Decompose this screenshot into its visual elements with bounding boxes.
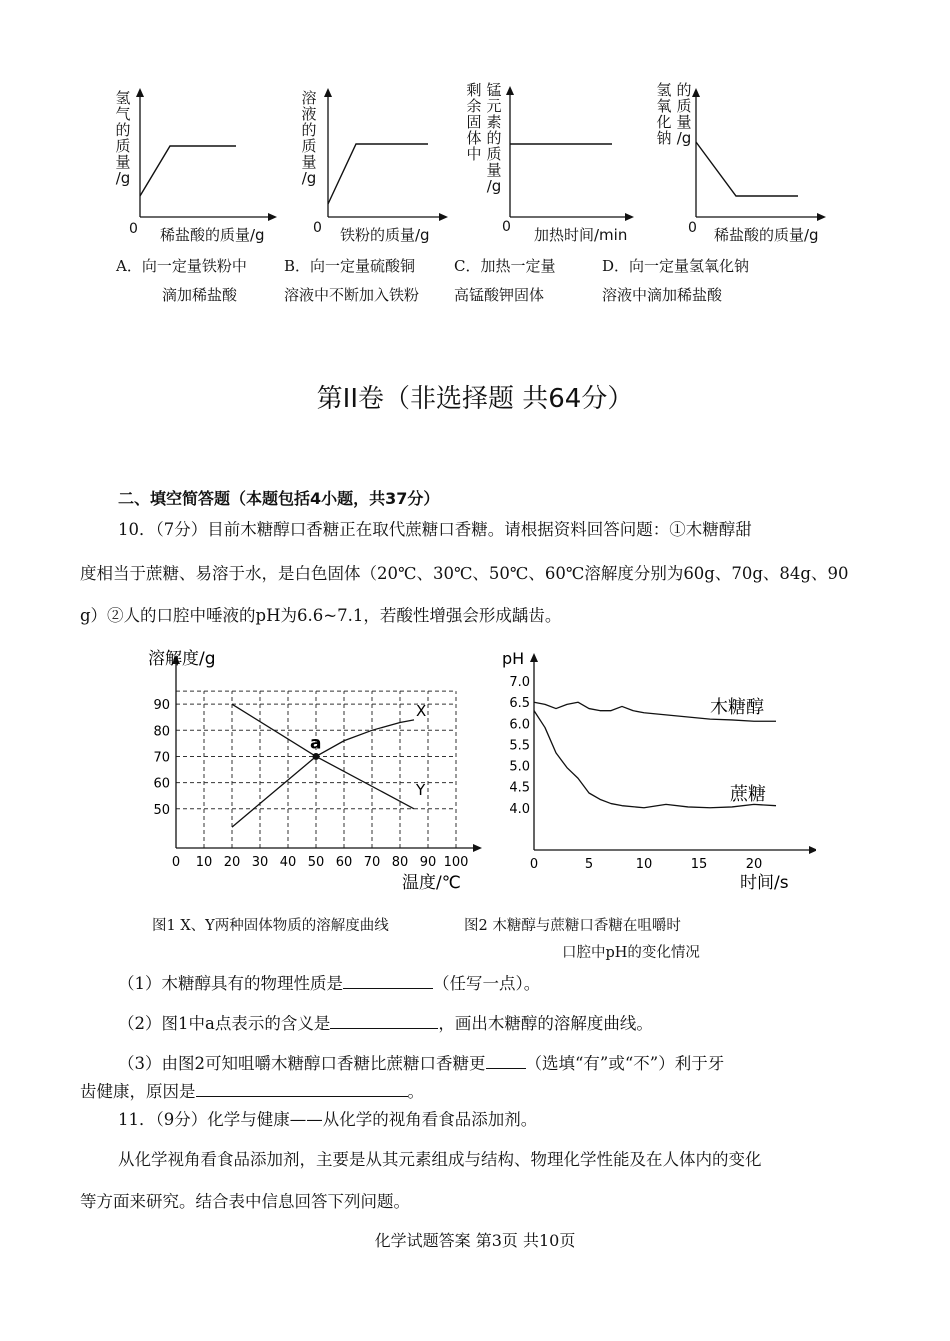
graph-a-axes	[110, 84, 290, 244]
series-label-0: 木糖醇	[710, 697, 764, 718]
option-d-line1: D．向一定量氢氧化钠	[602, 257, 750, 275]
x-tick-label: 30	[251, 855, 269, 870]
graph-d-xlabel: 稀盐酸的质量/g	[714, 226, 819, 244]
y-tick-label: 60	[153, 776, 170, 792]
graph-d-ylabel-left: 氢 氧 化 钠	[656, 81, 672, 147]
intersection-label-a: a	[310, 733, 322, 754]
q10-sub1-text: （1）木糖醇具有的物理性质是	[118, 974, 343, 993]
answer-blank-3[interactable]	[486, 1054, 526, 1069]
x-tick-label: 90	[419, 855, 437, 870]
q10-sub1-tail: （任写一点）。	[433, 974, 541, 993]
page-footer: 化学试题答案 第3页 共10页	[374, 1231, 576, 1250]
x-axis-label: 温度/℃	[402, 873, 461, 893]
answer-blank-4[interactable]	[196, 1082, 408, 1097]
option-a-line1: A．向一定量铁粉中	[116, 257, 247, 275]
series-label-Y: Y	[416, 780, 426, 799]
x-tick-label: 70	[363, 855, 381, 870]
q10-sub3-end: 。	[407, 1082, 424, 1101]
graph-d-origin: 0	[688, 220, 697, 236]
q11-line2: 从化学视角看食品添加剂，主要是从其元素组成与结构、物理化学性能及在人体内的变化	[118, 1150, 762, 1169]
answer-blank-2[interactable]	[330, 1014, 438, 1029]
x-tick-label: 20	[745, 857, 763, 872]
graph-b-axes	[298, 84, 478, 244]
x-tick-label: 10	[635, 857, 653, 872]
y-axis-arrow	[530, 653, 538, 662]
y-tick-label: 5.0	[509, 759, 530, 775]
x-tick-label: 40	[279, 855, 297, 870]
graph-c	[462, 78, 642, 244]
option-c-text	[454, 252, 555, 310]
q10-sub3-text: （3）由图2可知咀嚼木糖醇口香糖比蔗糖口香糖更	[118, 1054, 486, 1073]
y-tick-label: 70	[153, 750, 170, 766]
x-tick-label: 20	[223, 855, 241, 870]
x-tick-label: 50	[307, 855, 325, 870]
q10-line1: 10．（7分）目前木糖醇口香糖正在取代蔗糖口香糖。请根据资料回答问题：①木糖醇甜	[118, 520, 752, 539]
y-tick-label: 50	[153, 802, 170, 818]
graph-d-ylabel-right: 的 质 量 /g	[676, 81, 692, 147]
q10-sub1	[118, 970, 540, 994]
q10-sub3-reason: 齿健康，原因是	[80, 1082, 196, 1101]
q10-sub2-text: （2）图1中a点表示的含义是	[118, 1014, 331, 1033]
y-axis-label: pH	[502, 649, 525, 668]
series-label-X: X	[416, 701, 427, 720]
figure2-caption-line1: 图2 木糖醇与蔗糖口香糖在咀嚼时	[464, 918, 681, 934]
x-tick-label: 100	[443, 855, 469, 870]
series-line-X	[232, 720, 414, 827]
q11-line1: 11．（9分）化学与健康——从化学的视角看食品添加剂。	[118, 1110, 538, 1129]
q11-line3: 等方面来研究。结合表中信息回答下列问题。	[80, 1192, 410, 1211]
y-tick-label: 4.0	[509, 801, 530, 817]
option-a-line2: 滴加稀盐酸	[162, 286, 238, 304]
graph-d-curve	[696, 142, 798, 196]
graph-a-xlabel: 稀盐酸的质量/g	[160, 226, 265, 244]
graph-b	[298, 84, 478, 244]
option-d-text	[602, 252, 749, 310]
q10-sub3-cont	[80, 1078, 424, 1102]
q10-sub2-tail: ，画出木糖醇的溶解度曲线。	[438, 1014, 653, 1033]
y-tick-label: 90	[153, 698, 170, 714]
x-axis-arrow	[809, 846, 816, 854]
graph-c-ylabel-right: 锰 元 素 的 质 量 /g	[486, 81, 502, 195]
part2-heading: 二、填空简答题（本题包括4小题，共37分）	[118, 489, 440, 508]
x-axis-arrow	[473, 844, 482, 852]
option-a-text	[116, 252, 247, 310]
section-title: 第II卷（非选择题 共64分）	[316, 384, 634, 414]
option-b-line2: 溶液中不断加入铁粉	[284, 286, 420, 304]
series-label-1: 蔗糖	[730, 784, 766, 805]
x-tick-label: 15	[690, 857, 708, 872]
graph-b-ylabel: 溶 液 的 质 量 /g	[301, 89, 317, 187]
q10-line2: 度相当于蔗糖、易溶于水，是白色固体（20℃、30℃、50℃、60℃溶解度分别为60g、70g、84g、90	[80, 564, 849, 583]
x-tick-label: 10	[195, 855, 213, 870]
x-tick-label: 60	[335, 855, 353, 870]
q10-sub3-tail: （选填“有”或“不”）利于牙	[525, 1054, 725, 1073]
x-tick-label: 0	[529, 857, 539, 872]
x-tick-label: 80	[391, 855, 409, 870]
q10-sub2	[118, 1010, 653, 1034]
option-b-text	[284, 252, 419, 310]
option-d-line2: 溶液中滴加稀盐酸	[602, 286, 723, 304]
answer-blank-1[interactable]	[343, 974, 433, 989]
figure2-ph-chart	[496, 640, 816, 900]
graph-a-curve	[140, 146, 236, 196]
graph-c-origin: 0	[502, 219, 511, 235]
graph-b-xlabel: 铁粉的质量/g	[340, 226, 430, 244]
y-tick-label: 6.5	[509, 696, 530, 712]
graph-a	[110, 84, 290, 244]
figure1-caption: 图1 X、Y两种固体物质的溶解度曲线	[152, 918, 389, 934]
y-tick-label: 6.0	[509, 717, 530, 733]
graph-b-origin: 0	[313, 220, 322, 236]
option-c-line1: C．加热一定量	[454, 257, 556, 275]
graph-a-ylabel: 氢 气 的 质 量 /g	[115, 89, 131, 187]
x-tick-label: 0	[171, 855, 181, 870]
option-b-line1: B．向一定量硫酸铜	[284, 257, 416, 275]
graph-a-origin: 0	[129, 221, 138, 237]
y-axis-label: 溶解度/g	[148, 649, 216, 669]
q10-line3: g）②人的口腔中唾液的pH为6.6~7.1，若酸性增强会形成龋齿。	[80, 606, 562, 625]
option-c-line2: 高锰酸钾固体	[454, 286, 545, 304]
intersection-point-a	[313, 753, 320, 760]
graph-d	[650, 80, 840, 244]
y-tick-label: 4.5	[509, 780, 530, 796]
x-tick-label: 5	[584, 857, 594, 872]
q10-sub3	[118, 1050, 724, 1074]
graph-c-xlabel: 加热时间/min	[534, 226, 628, 244]
figure1-solubility-chart	[140, 640, 490, 900]
figure2-caption-line2: 口腔中pH的变化情况	[562, 945, 700, 961]
x-axis-label: 时间/s	[740, 873, 789, 893]
y-tick-label: 5.5	[509, 738, 530, 754]
y-tick-label: 7.0	[509, 675, 530, 691]
graph-b-curve	[328, 144, 428, 204]
y-tick-label: 80	[153, 724, 170, 740]
graph-c-ylabel-left: 剩 余 固 体 中	[466, 81, 482, 163]
